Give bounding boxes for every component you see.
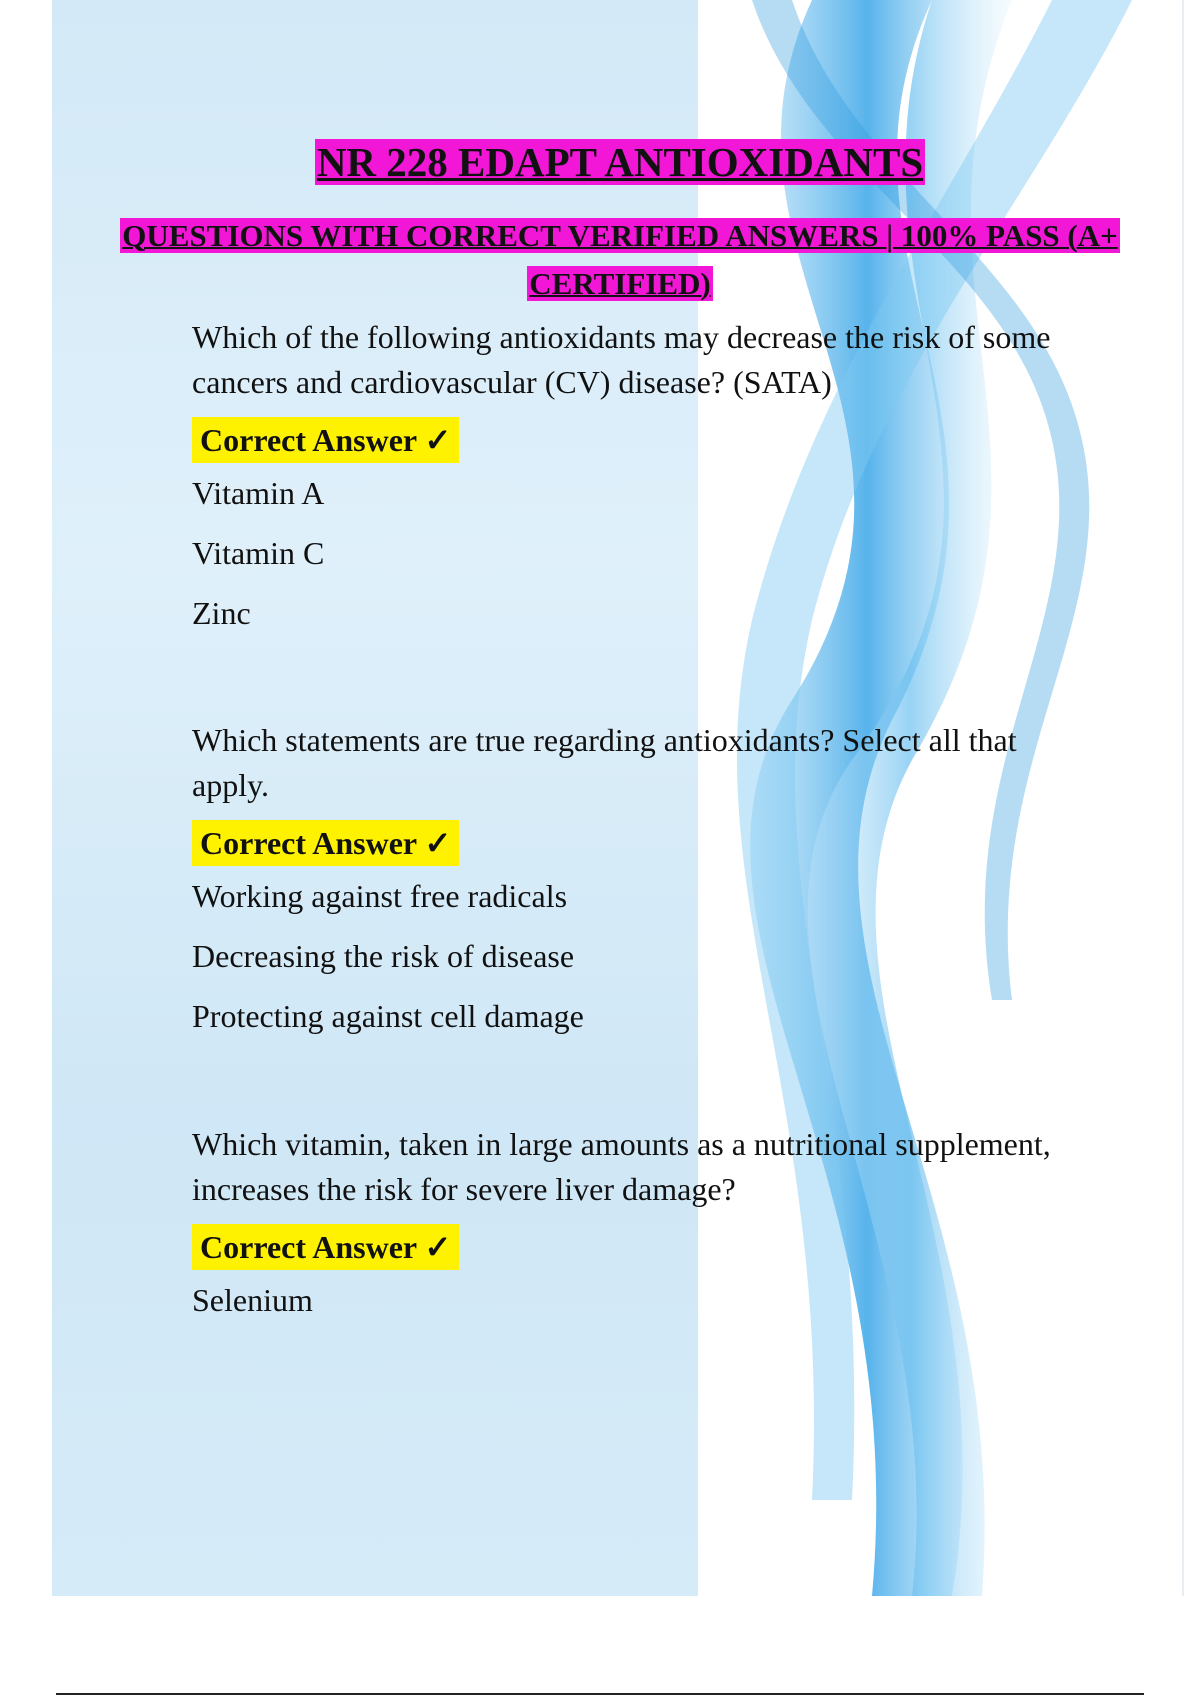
question-block-1 (192, 315, 1052, 643)
answer-item: Protecting against cell damage (192, 998, 584, 1034)
answer-item: Vitamin C (192, 535, 325, 571)
answer-item: Decreasing the risk of disease (192, 938, 575, 974)
answer-list (192, 866, 1052, 1046)
document-title-text: NR 228 EDAPT ANTIOXIDANTS (316, 139, 924, 185)
correct-answer-label: Correct Answer ✓ (192, 820, 459, 866)
question-block-3 (192, 1122, 1052, 1330)
answer-item: Selenium (192, 1282, 313, 1318)
correct-answer-label: Correct Answer ✓ (192, 1224, 459, 1270)
correct-answer-label: Correct Answer ✓ (192, 417, 459, 463)
question-text: Which of the following antioxidants may decrease the risk of some cancers and cardiovascular (CV) disease? (SATA) (192, 319, 1051, 400)
answer-item: Zinc (192, 595, 251, 631)
document-subtitle-text: QUESTIONS WITH CORRECT VERIFIED ANSWERS | 100% PASS (A+ CERTIFIED) (122, 218, 1118, 301)
question-text: Which statements are true regarding antioxidants? Select all that apply. (192, 722, 1017, 803)
document-subtitle (60, 212, 1180, 308)
answer-item: Vitamin A (192, 475, 325, 511)
question-text: Which vitamin, taken in large amounts as a nutritional supplement, increases the risk for severe liver damage? (192, 1126, 1051, 1207)
answer-list (192, 463, 1052, 643)
answer-list (192, 1270, 1052, 1330)
answer-item: Working against free radicals (192, 878, 568, 914)
document-title (0, 136, 1200, 188)
footer-rule (56, 1693, 1144, 1695)
question-block-2 (192, 718, 1052, 1046)
